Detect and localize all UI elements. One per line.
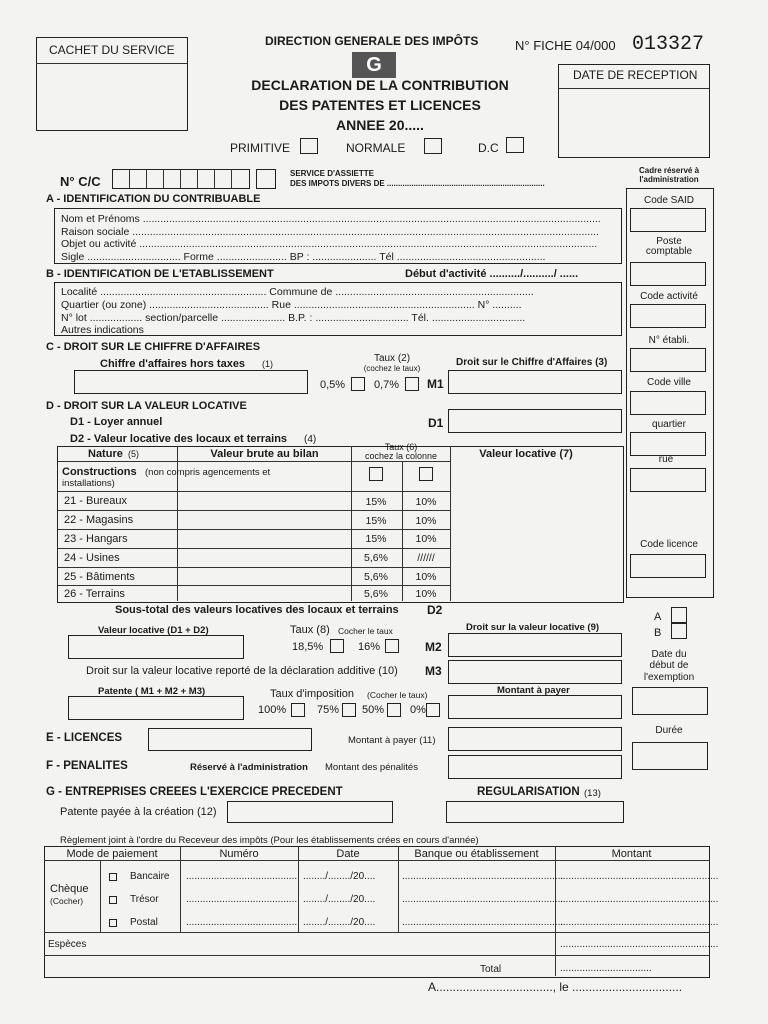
normale-checkbox[interactable]	[424, 138, 442, 154]
option-label: Trésor	[130, 894, 159, 905]
row-rate2: 10%	[415, 571, 437, 583]
option-label: Bancaire	[130, 871, 170, 882]
divider	[450, 446, 451, 601]
code-said-field[interactable]	[630, 208, 706, 232]
taux8-label: Taux (8)	[290, 624, 330, 636]
cachet-label: CACHET DU SERVICE	[49, 43, 175, 57]
row-rate1: 15%	[365, 515, 387, 527]
patente-field[interactable]	[68, 696, 244, 720]
col-numero: Numéro	[219, 848, 259, 860]
row-rate2: 10%	[415, 515, 437, 527]
col-mode: Mode de paiement	[66, 848, 158, 860]
objet-field[interactable]: Objet ou activité .............................................................................................................................................................	[61, 238, 598, 250]
poste-label-2: comptable	[645, 246, 693, 257]
taux8-sub: Cocher le taux	[338, 626, 393, 636]
logo-icon	[352, 52, 396, 78]
row-label: 21 - Bureaux	[64, 495, 127, 507]
additive-label: Droit sur la valeur locative reporté de la déclaration additive (10)	[86, 665, 398, 677]
numero-field[interactable]: ........................................	[186, 917, 298, 928]
row-label: 22 - Magasins	[64, 514, 134, 526]
section-g-title: G - ENTREPRISES CREEES L'EXERCICE PRECEDENT	[46, 786, 343, 798]
row-rate2: //////	[417, 552, 435, 564]
raison-field[interactable]: Raison sociale ................................................................................................................................................................	[61, 226, 599, 238]
p0-checkbox[interactable]	[426, 703, 440, 717]
divider	[57, 585, 451, 586]
taux-imp-label: Taux d'imposition	[270, 688, 355, 700]
payment-intro: Règlement joint à l'ordre du Receveur des impôts (Pour les établissements crées en cours d'année)	[60, 835, 479, 846]
regul-field[interactable]	[446, 801, 624, 823]
d1-field[interactable]	[448, 409, 622, 433]
divider	[100, 860, 101, 932]
divider	[57, 548, 451, 549]
signature-line[interactable]: A..................................., le .................................	[428, 980, 683, 994]
service-line1: SERVICE D'ASSIETTE	[290, 169, 374, 178]
rate-16-checkbox[interactable]	[385, 639, 399, 653]
debut-de-label: début de	[649, 660, 689, 671]
normale-label: NORMALE	[346, 141, 406, 155]
divider	[558, 88, 709, 89]
col-taux-2: cochez la colonne	[364, 451, 438, 461]
exemption-label: l'exemption	[643, 672, 695, 683]
constructions-sub: (non compris agencements et	[145, 467, 271, 478]
regul-ref: (13)	[584, 788, 601, 799]
divider	[180, 169, 181, 188]
row-rate1: 5,6%	[364, 552, 388, 564]
d1-code: D1	[428, 416, 444, 430]
row-rate1: 5,6%	[364, 571, 388, 583]
ncc-key-field[interactable]	[256, 169, 276, 189]
m2-field[interactable]	[448, 633, 622, 657]
code-licence-label: Code licence	[640, 539, 698, 550]
reserve-label: Réservé à l'administration	[190, 762, 308, 773]
nom-field[interactable]: Nom et Prénoms .............................................................................................................................................................	[61, 213, 601, 225]
dc-checkbox[interactable]	[506, 137, 524, 153]
code-activite-label: Code activité	[640, 291, 698, 302]
row-label: 25 - Bâtiments	[64, 571, 135, 583]
banque-field[interactable]: ..........................................................	[402, 917, 564, 928]
licence-field[interactable]	[148, 728, 312, 751]
especes-montant-field[interactable]: .........................................................	[560, 939, 719, 950]
divider	[57, 567, 451, 568]
exemption-date-field[interactable]	[632, 687, 708, 715]
b-checkbox[interactable]	[671, 623, 687, 639]
montant-field[interactable]: .........................................................	[560, 894, 719, 905]
col-nature: Nature	[88, 448, 123, 460]
date-field[interactable]: ......../......../20....	[303, 871, 376, 882]
p50: 50%	[362, 704, 385, 716]
montant-payer-field[interactable]	[448, 695, 622, 719]
quartier-label: quartier	[652, 419, 686, 430]
section-e-title: E - LICENCES	[46, 732, 123, 744]
p75-checkbox[interactable]	[342, 703, 356, 717]
quartier-field-b[interactable]: Quartier (ou zone) ......................................... Rue .............................................................. N° ..........	[61, 299, 522, 311]
penalites-field[interactable]	[448, 755, 622, 779]
constructions-sub2: installations)	[62, 478, 115, 489]
lot-field[interactable]: N° lot .................. section/parcelle ...................... B.P. : ................................ Tél. ................................	[61, 312, 526, 324]
fiche-number: 013327	[632, 33, 705, 56]
poste-label-1: Poste	[656, 236, 682, 247]
m1-label: M1	[427, 377, 444, 391]
title-line3: ANNEE 20.....	[336, 117, 424, 133]
m2-label: M2	[425, 640, 442, 654]
code-activite-field[interactable]	[630, 304, 706, 328]
code-ville-field[interactable]	[630, 391, 706, 415]
taux-col2-checkbox[interactable]	[419, 467, 433, 481]
taux-col1-checkbox[interactable]	[369, 467, 383, 481]
vl-field[interactable]	[68, 635, 244, 659]
col-taux-1: Taux (6)	[384, 442, 418, 452]
divider	[57, 529, 451, 530]
divider	[555, 846, 556, 976]
divider	[44, 932, 709, 933]
tresor-checkbox[interactable]	[109, 896, 117, 904]
p100: 100%	[258, 704, 287, 716]
col-brute: Valeur brute au bilan	[210, 448, 319, 460]
p0: 0%	[410, 704, 426, 716]
code-ville-label: Code ville	[647, 377, 691, 388]
total-label: Total	[480, 964, 502, 975]
divider	[57, 510, 451, 511]
p50-checkbox[interactable]	[387, 703, 401, 717]
divider	[197, 169, 198, 188]
date-reception-label: DATE DE RECEPTION	[573, 68, 698, 82]
penalites-label: Montant des pénalités	[325, 762, 418, 773]
divider	[146, 169, 147, 188]
row-rate1: 15%	[365, 496, 387, 508]
postal-checkbox[interactable]	[109, 919, 117, 927]
taux-sub: (cochez le taux)	[363, 364, 421, 373]
row-rate1: 5,6%	[364, 588, 388, 600]
taux-imp-sub: (Cocher le taux)	[367, 690, 428, 700]
valeur-locative-table	[57, 446, 624, 603]
admin-title-line2: l'administration	[639, 175, 699, 184]
licence-montant-label: Montant à payer (11)	[348, 735, 436, 746]
droit-ca-label: Droit sur le Chiffre d'Affaires (3)	[456, 357, 608, 368]
rate-07-checkbox[interactable]	[405, 377, 419, 391]
constructions-label: Constructions	[62, 466, 137, 478]
n-etabli-field[interactable]	[630, 348, 706, 372]
rate-07: 0,7%	[374, 379, 400, 391]
primitive-label: PRIMITIVE	[230, 141, 291, 155]
primitive-checkbox[interactable]	[300, 138, 318, 154]
numero-field[interactable]: ........................................	[186, 871, 298, 882]
sigle-field[interactable]: Sigle ................................ Forme ........................ BP : ...................... Tél ...................................................	[61, 251, 546, 263]
p100-checkbox[interactable]	[291, 703, 305, 717]
rue-field[interactable]	[630, 468, 706, 492]
quartier-field[interactable]	[630, 432, 706, 456]
cheque-label: Chèque	[50, 883, 89, 895]
date-field[interactable]: ......../......../20....	[303, 894, 376, 905]
title-line2: DES PATENTES ET LICENCES	[279, 97, 481, 113]
debut-activite[interactable]: Début d'activité ........../........../ ......	[405, 268, 579, 280]
cocher-label: (Cocher)	[50, 896, 84, 906]
subtotal-label: Sous-total des valeurs locatives des locaux et terrains	[115, 604, 399, 616]
row-label: 26 - Terrains	[64, 588, 125, 600]
taux-label: Taux (2)	[373, 353, 411, 364]
section-d-title: D - DROIT SUR LA VALEUR LOCATIVE	[46, 400, 247, 412]
duree-field[interactable]	[632, 742, 708, 770]
divider	[129, 169, 130, 188]
numero-field[interactable]: ........................................	[186, 894, 298, 905]
p75: 75%	[317, 704, 340, 716]
localite-field[interactable]: Localité ......................................................... Commune de ....................................................................	[61, 286, 534, 298]
divider	[231, 169, 232, 188]
rate-185-checkbox[interactable]	[330, 639, 344, 653]
bancaire-checkbox[interactable]	[109, 873, 117, 881]
regul-label: REGULARISATION	[477, 786, 580, 798]
banque-field[interactable]: ..........................................................	[402, 871, 564, 882]
autres-field[interactable]: Autres indications	[61, 324, 144, 336]
d2-code: D2	[427, 603, 443, 617]
option-label: Postal	[130, 917, 158, 928]
col-montant: Montant	[611, 848, 652, 860]
col-banque: Banque ou établissement	[414, 848, 539, 860]
patente-label: Patente ( M1 + M2 + M3)	[98, 686, 206, 697]
d2-ref: (4)	[304, 434, 317, 445]
montant-field[interactable]: .........................................................	[560, 871, 719, 882]
section-c-title: C - DROIT SUR LE CHIFFRE D'AFFAIRES	[46, 341, 261, 353]
divider	[57, 491, 451, 492]
service-line2: DES IMPOTS DIVERS DE .......................................................................	[290, 179, 545, 188]
banque-field[interactable]: ..........................................................	[402, 894, 564, 905]
duree-label: Durée	[655, 725, 683, 736]
section-f-title: F - PENALITES	[46, 760, 128, 772]
col-nature-ref: (5)	[128, 449, 139, 459]
a-label: A	[654, 611, 662, 623]
divider	[57, 461, 451, 462]
code-licence-field[interactable]	[630, 554, 706, 578]
divider	[44, 860, 709, 861]
logo-letter: G	[366, 54, 382, 76]
ca-field[interactable]	[74, 370, 308, 394]
ca-label: Chiffre d'affaires hors taxes	[100, 358, 246, 370]
patente-creation-label: Patente payée à la création (12)	[60, 806, 217, 818]
divider	[163, 169, 164, 188]
licence-montant-field[interactable]	[448, 727, 622, 751]
divider	[44, 955, 709, 956]
row-rate2: 10%	[415, 588, 437, 600]
row-rate1: 15%	[365, 533, 387, 545]
b-label: B	[654, 627, 662, 639]
rate-185: 18,5%	[292, 641, 324, 653]
n-etabli-label: N° établi.	[648, 335, 690, 346]
section-a-title: A - IDENTIFICATION DU CONTRIBUABLE	[46, 193, 261, 205]
d1-label: D1 - Loyer annuel	[70, 416, 163, 428]
m3-field[interactable]	[448, 660, 622, 684]
total-field[interactable]: .................................	[560, 963, 652, 974]
m1-field[interactable]	[448, 370, 622, 394]
payment-table	[44, 846, 710, 978]
col-date: Date	[336, 848, 360, 860]
ncc-field[interactable]	[112, 169, 250, 189]
row-rate2: 10%	[415, 533, 437, 545]
patente-creation-field[interactable]	[227, 801, 393, 823]
divider	[214, 169, 215, 188]
rue-label: rue	[658, 454, 674, 465]
rate-05: 0,5%	[320, 379, 346, 391]
ca-ref: (1)	[262, 359, 273, 369]
vl-label: Valeur locative (D1 + D2)	[98, 625, 209, 636]
d2-label: D2 - Valeur locative des locaux et terrains	[70, 433, 288, 445]
row-label: 24 - Usines	[64, 552, 120, 564]
row-rate2: 10%	[415, 496, 437, 508]
date-du-label: Date du	[651, 649, 687, 660]
title-line1: DECLARATION DE LA CONTRIBUTION	[251, 77, 509, 93]
droit-vl-label: Droit sur la valeur locative (9)	[466, 622, 600, 633]
ncc-label: N° C/C	[60, 174, 101, 189]
divider	[36, 63, 187, 64]
poste-field[interactable]	[630, 262, 706, 286]
direction-label: DIRECTION GENERALE DES IMPÔTS	[265, 34, 479, 48]
date-field[interactable]: ......../......../20....	[303, 917, 376, 928]
admin-title-line1: Cadre réservé à	[638, 166, 700, 175]
code-said-label: Code SAID	[643, 195, 695, 206]
m3-label: M3	[425, 664, 442, 678]
especes-label: Espèces	[48, 939, 87, 950]
montant-field[interactable]: .........................................................	[560, 917, 719, 928]
rate-05-checkbox[interactable]	[351, 377, 365, 391]
rate-16: 16%	[358, 641, 381, 653]
section-b-title: B - IDENTIFICATION DE L'ETABLISSEMENT	[46, 268, 274, 280]
fiche-label: N° FICHE 04/000	[515, 38, 616, 53]
montant-payer-label: Montant à payer	[497, 685, 570, 696]
row-label: 23 - Hangars	[64, 533, 128, 545]
col-valeur: Valeur locative (7)	[479, 448, 573, 460]
dc-label: D.C	[478, 141, 499, 155]
a-checkbox[interactable]	[671, 607, 687, 623]
